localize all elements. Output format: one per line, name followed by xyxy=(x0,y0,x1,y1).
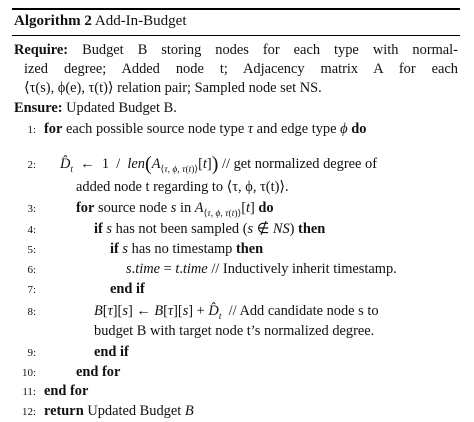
kw-for: for xyxy=(44,121,63,137)
kw-if: if xyxy=(94,221,103,237)
line-2-comment: // get normalized degree of xyxy=(222,156,378,172)
line-8: B[τ][s] ← $B[\tau][s] + D̂_t$ // Add candidate node s to xyxy=(94,303,379,322)
line-3-in: in xyxy=(179,200,192,216)
require-keyword: Require: xyxy=(14,42,69,58)
mid-rule xyxy=(12,35,460,36)
line-number-5: 5: xyxy=(27,244,36,256)
line-number-6: 6: xyxy=(27,264,36,276)
line-4-text: has not been sampled xyxy=(115,221,240,237)
line-6-comment: // Inductively inherit timestamp. xyxy=(211,261,397,277)
line-10: end for xyxy=(76,364,121,380)
algorithm-box xyxy=(12,8,460,418)
kw-for: for xyxy=(76,200,95,216)
line-number-11: 11: xyxy=(22,386,36,398)
line-number-9: 9: xyxy=(27,347,36,359)
line-number-12: 12: xyxy=(21,406,36,418)
algorithm-header xyxy=(14,13,187,30)
line-number-2: 2: xyxy=(27,159,36,171)
line-number-8: 8: xyxy=(27,306,36,318)
line-number-10: 10: xyxy=(21,367,36,379)
line-number-1: 1: xyxy=(27,124,36,136)
line-12-text: Updated Budget xyxy=(87,403,182,419)
line-7: end if xyxy=(110,281,145,297)
line-5-text: has no timestamp xyxy=(131,241,233,257)
algorithm-label: Algorithm 2 xyxy=(14,13,92,29)
kw-if: if xyxy=(110,241,119,257)
kw-then: then xyxy=(298,221,326,237)
ensure-keyword: Ensure: xyxy=(14,100,63,116)
line-1-text: each possible source node type xyxy=(65,121,245,137)
require-line-3: ⟨τ(s), ϕ(e), τ(t)⟩ relation pair; Sampled node set NS. xyxy=(24,80,322,96)
line-4: if s has not been sampled (s ∉ NS) then xyxy=(94,221,326,237)
algorithm-name: Add-In-Budget xyxy=(94,13,187,29)
line-6: s.time = t.time // Inductively inherit timestamp. xyxy=(126,261,397,277)
kw-do: do xyxy=(351,121,367,137)
line-number-4: 4: xyxy=(27,224,36,236)
line-8-comment: // Add candidate node s to xyxy=(228,303,379,319)
line-3-text: source node xyxy=(97,200,168,216)
line-1: for each possible source node type τ and edge type ϕ do xyxy=(44,121,367,137)
line-11: end for xyxy=(44,383,89,399)
ensure-text: Updated Budget B. xyxy=(66,100,177,116)
require-line-2: ized degree; Added node t; Adjacency matrix A for each xyxy=(24,61,458,77)
top-rule xyxy=(12,8,460,10)
line-2-continuation: added node t regarding to ⟨τ, ϕ, τ(t)⟩. xyxy=(76,179,289,195)
line-9: end if xyxy=(94,344,129,360)
ensure-line xyxy=(14,99,177,118)
kw-do: do xyxy=(258,200,274,216)
line-2: $D̂_t$ ← $1 / len(A_{⟨\tau, \phi, \tau(t)⟩}[t])$ // get normalized degree of xyxy=(60,153,378,175)
line-8-continuation: budget B with target node t’s normalized degree. xyxy=(94,323,375,339)
line-1-and: and edge type xyxy=(256,121,337,137)
kw-then: then xyxy=(235,241,264,257)
line-12: return Updated Budget B xyxy=(44,403,194,419)
kw-return: return xyxy=(44,403,84,419)
require-text-1: Budget B storing nodes for each type with normal- xyxy=(82,42,458,58)
line-3: for source node s in $A_{⟨\tau, \phi, \tau(t)⟩}[t]$ do xyxy=(76,200,274,219)
line-number-7: 7: xyxy=(27,284,36,296)
line-5: if s has no timestamp then xyxy=(110,241,264,257)
line-number-3: 3: xyxy=(27,203,36,215)
require-line-1 xyxy=(14,41,458,60)
